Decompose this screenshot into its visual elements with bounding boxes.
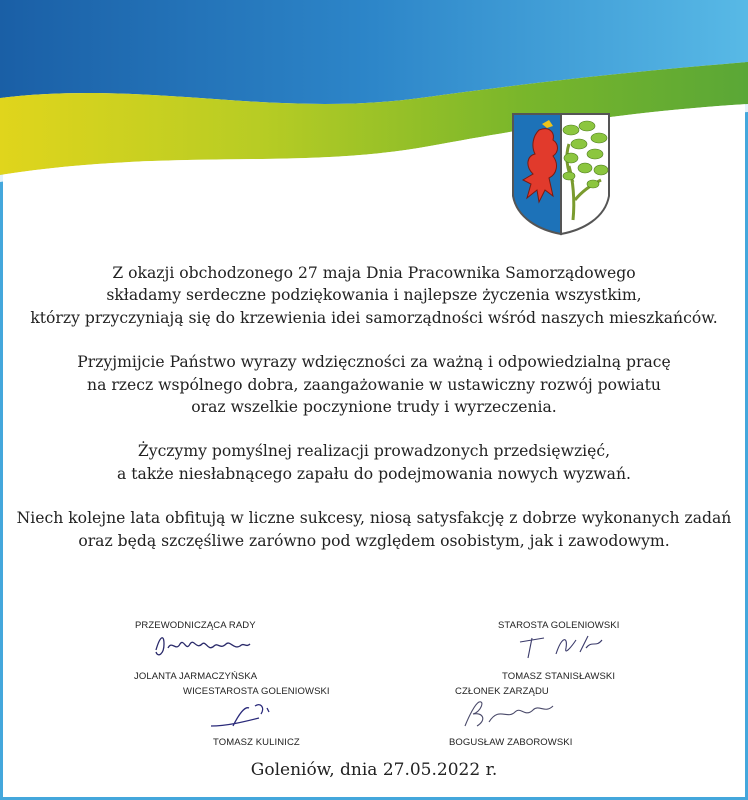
handwritten-signature [150,630,270,666]
signature-block-vice [183,686,423,748]
paragraph-greeting [0,262,748,329]
letter-line: Niech kolejne lata obfitują w liczne sukcesy, niosą satysfakcję z dobrze wykonanych zadań [16,509,732,528]
letter-line: na rzecz wspólnego dobra, zaangażowanie w ustawiczny rozwój powiatu [87,375,661,394]
signature-role: PRZEWODNICZĄCA RADY [135,620,256,631]
signature-role: WICESTAROSTA GOLENIOWSKI [183,686,330,697]
handwritten-signature [455,696,565,734]
letter-line: składamy serdeczne podziękowania i najlepsze życzenia wszystkim, [106,286,642,305]
coat-of-arms-icon [509,110,613,238]
paragraph-wishes [0,440,748,485]
letter-line: Życzymy pomyślnej realizacji prowadzonych przedsięwzięć, [137,442,611,461]
signature-block-starosta [498,620,738,682]
signature-name: TOMASZ STANISŁAWSKI [502,671,616,682]
letter-line: oraz wszelkie poczynione trudy i wyrzeczenia. [191,398,557,417]
signature-name: TOMASZ KULINICZ [213,737,300,748]
wave-banner [0,0,748,240]
signature-role: STAROSTA GOLENIOWSKI [498,620,620,631]
handwritten-signature [203,696,303,736]
paragraph-closing [0,507,748,552]
signature-block-chair [134,620,374,682]
signature-name: JOLANTA JARMACZYŃSKA [134,671,258,682]
signature-name: BOGUSŁAW ZABOROWSKI [449,737,573,748]
signature-block-member [449,686,689,748]
handwritten-signature [516,628,616,664]
place-and-date: Goleniów, dnia 27.05.2022 r. [250,760,498,780]
letter-line: Z okazji obchodzonego 27 maja Dnia Pracownika Samorządowego [112,264,636,282]
letter-line: którzy przyczyniają się do krzewienia idei samorządności wśród naszych mieszkańców. [30,308,718,327]
letter-line: oraz będą szczęśliwe zarówno pod względem osobistym, jak i zawodowym. [78,531,670,550]
signature-role: CZŁONEK ZARZĄDU [455,686,549,697]
letter-line: Przyjmijcie Państwo wyrazy wdzięczności za ważną i odpowiedzialną pracę [77,353,671,372]
letter-line: a także niesłabnącego zapału do podejmowania nowych wyzwań. [117,464,631,483]
letter-body [0,262,748,574]
paragraph-thanks [0,351,748,418]
